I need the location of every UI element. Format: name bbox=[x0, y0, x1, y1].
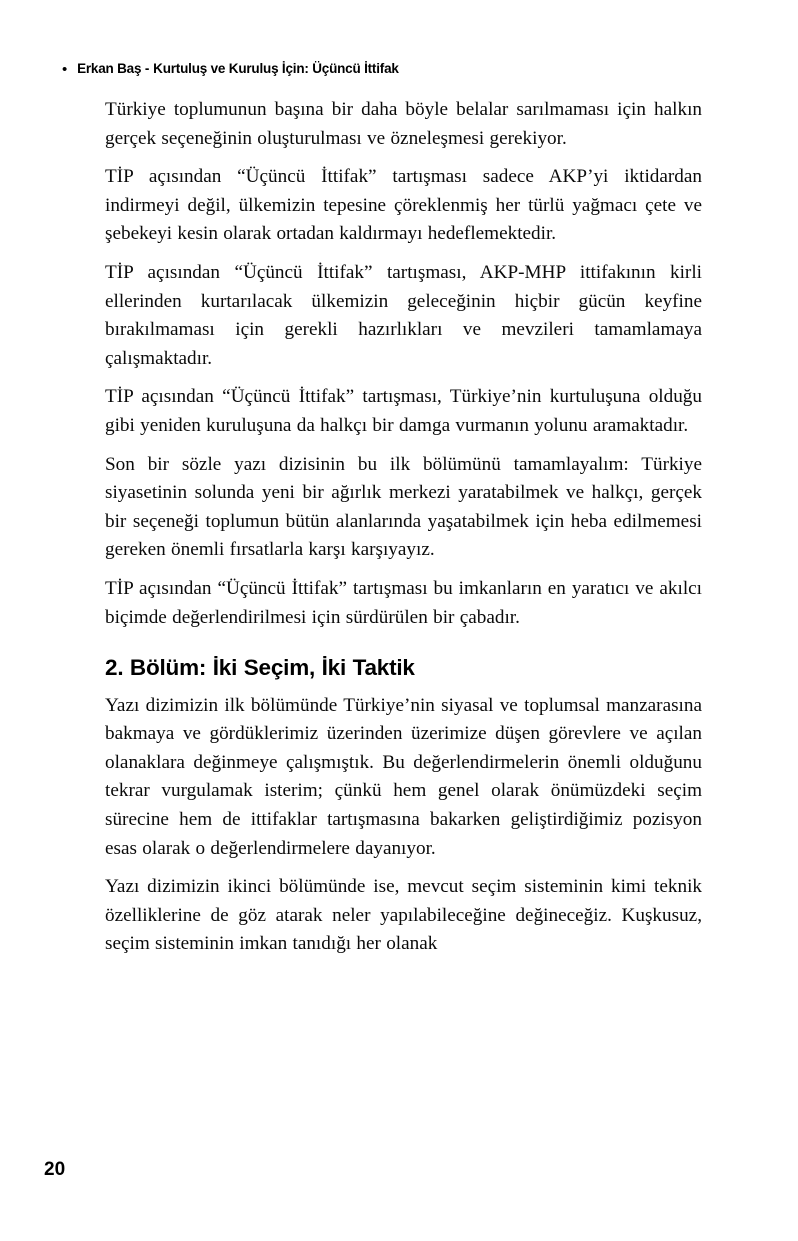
header-author: Erkan Baş - bbox=[77, 61, 150, 76]
section-heading: 2. Bölüm: İki Seçim, İki Taktik bbox=[105, 655, 415, 681]
paragraph: Türkiye toplumunun başına bir daha böyle belalar sarılmaması için halkın gerçek seçeneğinin oluşturulması ve özneleşmesi gerekiyor. bbox=[105, 99, 702, 149]
paragraph: TİP açısından “Üçüncü İttifak” tartışması, AKP-MHP ittifakının kirli ellerinden kurtarılacak ülkemizin geleceğinin hiçbir gücün keyfine bırakılmaması için gerekli hazırlıkları ve mevzileri tamamlamaya çalışmaktadır. bbox=[105, 261, 702, 369]
header-bullet-icon: • bbox=[62, 61, 68, 78]
paragraph: TİP açısından “Üçüncü İttifak” tartışması bu imkanların en yaratıcı ve akılcı biçimde değerlendirilmesi için sürdürülen bir çabadır. bbox=[105, 577, 702, 628]
paragraph: TİP açısından “Üçüncü İttifak” tartışması, Türkiye’nin kurtuluşuna olduğu gibi yeniden kuruluşuna da halkçı bir damga vurmanın yolunu aramaktadır. bbox=[105, 386, 702, 436]
paragraph: Yazı dizimizin ilk bölümünde Türkiye’nin siyasal ve toplumsal manzarasına bakmaya ve gördüklerimiz üzerinden üzerimize düşen görevlere ve açılan olanaklara değinmeye çalışmıştık. Bu değerlendirmelerin önemli olduğunu tekrar vurgulamak isterim; çünkü hem genel olarak önümüzdeki seçim sürecine hem de ittifaklar tartışmasına bakarken geliştirdiğimiz pozisyon esas olarak o değerlendirmelere dayanıyor. bbox=[105, 694, 702, 859]
page-footer bbox=[44, 1159, 65, 1181]
running-header bbox=[62, 60, 399, 77]
paragraph: Son bir sözle yazı dizisinin bu ilk bölümünü tamamlayalım: Türkiye siyasetinin solunda yeni bir ağırlık merkezi yaratabilmek ve halkçı, gerçek bir seçeneği toplumun bütün alanlarında yaşatabilmek için heba edilmemesi gereken önemli fırsatlarla karşı karşıyayız. bbox=[105, 453, 702, 561]
paragraph: Yazı dizimizin ikinci bölümünde ise, mevcut seçim sisteminin kimi teknik özelliklerine de göz atarak neler yapılabileceğine değineceğiz. Kuşkusuz, seçim sisteminin imkan tanıdığı her olanak bbox=[105, 876, 702, 955]
page-number: 20 bbox=[44, 1159, 66, 1180]
header-book-title: Kurtuluş ve Kuruluş İçin: Üçüncü İttifak bbox=[153, 61, 399, 76]
paragraph: TİP açısından “Üçüncü İttifak” tartışması sadece AKP’yi iktidardan indirmeyi değil, ülkemizin tepesine çöreklenmiş her türlü yağmacı çete ve şebekeyi kesin olarak ortadan kaldırmayı hedeflemektedir. bbox=[105, 166, 702, 245]
page-body bbox=[105, 96, 702, 969]
